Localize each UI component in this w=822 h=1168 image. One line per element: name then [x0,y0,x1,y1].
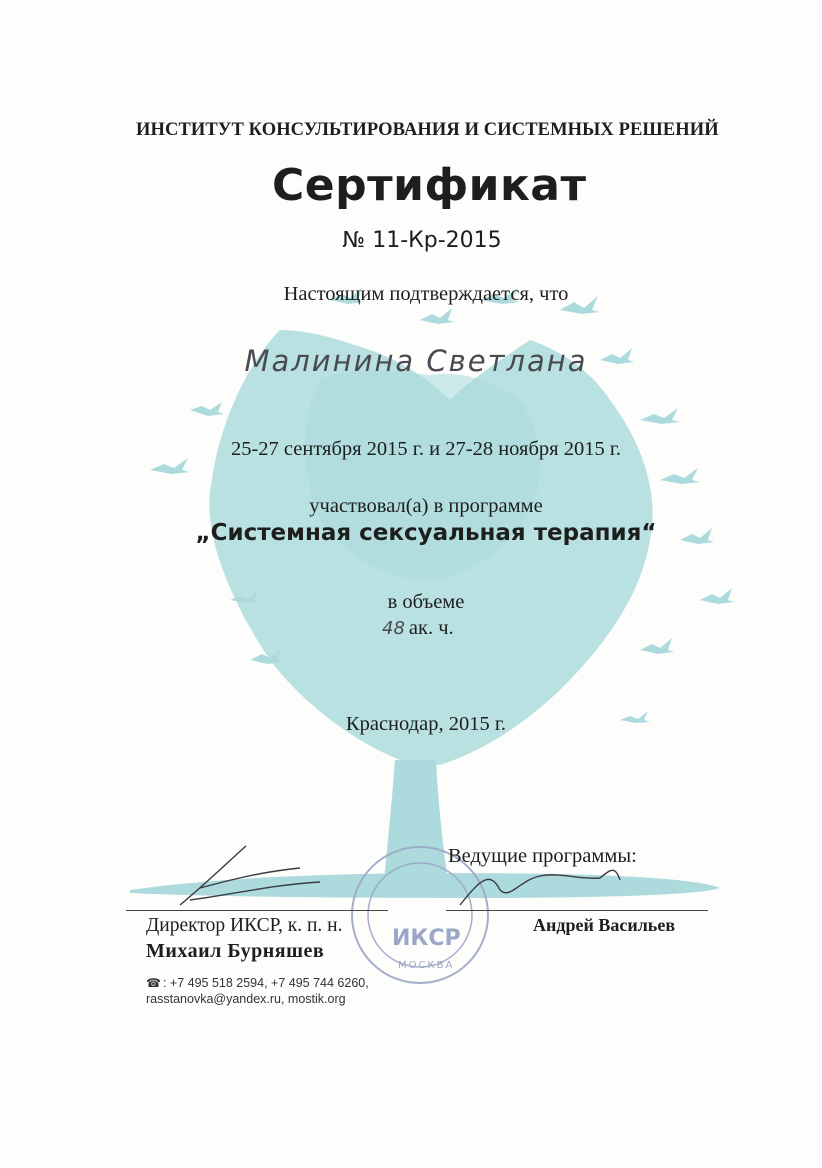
program-name: „Системная сексуальная терапия“ [195,520,657,546]
confirmation-text: Настоящим подтверждается, что [283,283,569,305]
recipient-name: Малинина Светлана [244,344,588,378]
certificate-title: Сертификат [272,160,587,211]
phone-icon: ☎ [146,976,161,990]
participated-text: участвовал(а) в программе [309,495,543,517]
institute-name: ИНСТИТУТ КОНСУЛЬТИРОВАНИЯ И СИСТЕМНЫХ РЕШЕНИЙ [136,120,719,140]
volume-label: в объеме [387,591,465,613]
director-signature-line [126,910,388,911]
contacts-block [146,975,369,1007]
hours-line [382,617,454,640]
program-leaders-label: Ведущие программы: [448,845,637,867]
stamp-center-text: ИКСР [392,926,461,951]
hours-unit: ак. ч. [408,617,454,639]
hours-value: 48 [382,618,405,639]
program-leader-name: Андрей Васильев [533,915,676,935]
certificate-number: № 11-Кр-2015 [342,228,502,253]
contact-web: rasstanovka@yandex.ru, mostik.org [146,992,346,1006]
city-year: Краснодар, 2015 г. [345,713,507,735]
program-dates: 25-27 сентября 2015 г. и 27-28 ноября 2015 г. [230,438,622,460]
stamp-bottom-text: МОСКВА [398,960,455,971]
leader-signature-line [446,910,708,911]
director-title: Директор ИКСР, к. п. н. [146,915,343,936]
director-name: Михаил Бурняшев [146,940,325,962]
contact-phones: : +7 495 518 2594, +7 495 744 6260, [162,976,369,990]
